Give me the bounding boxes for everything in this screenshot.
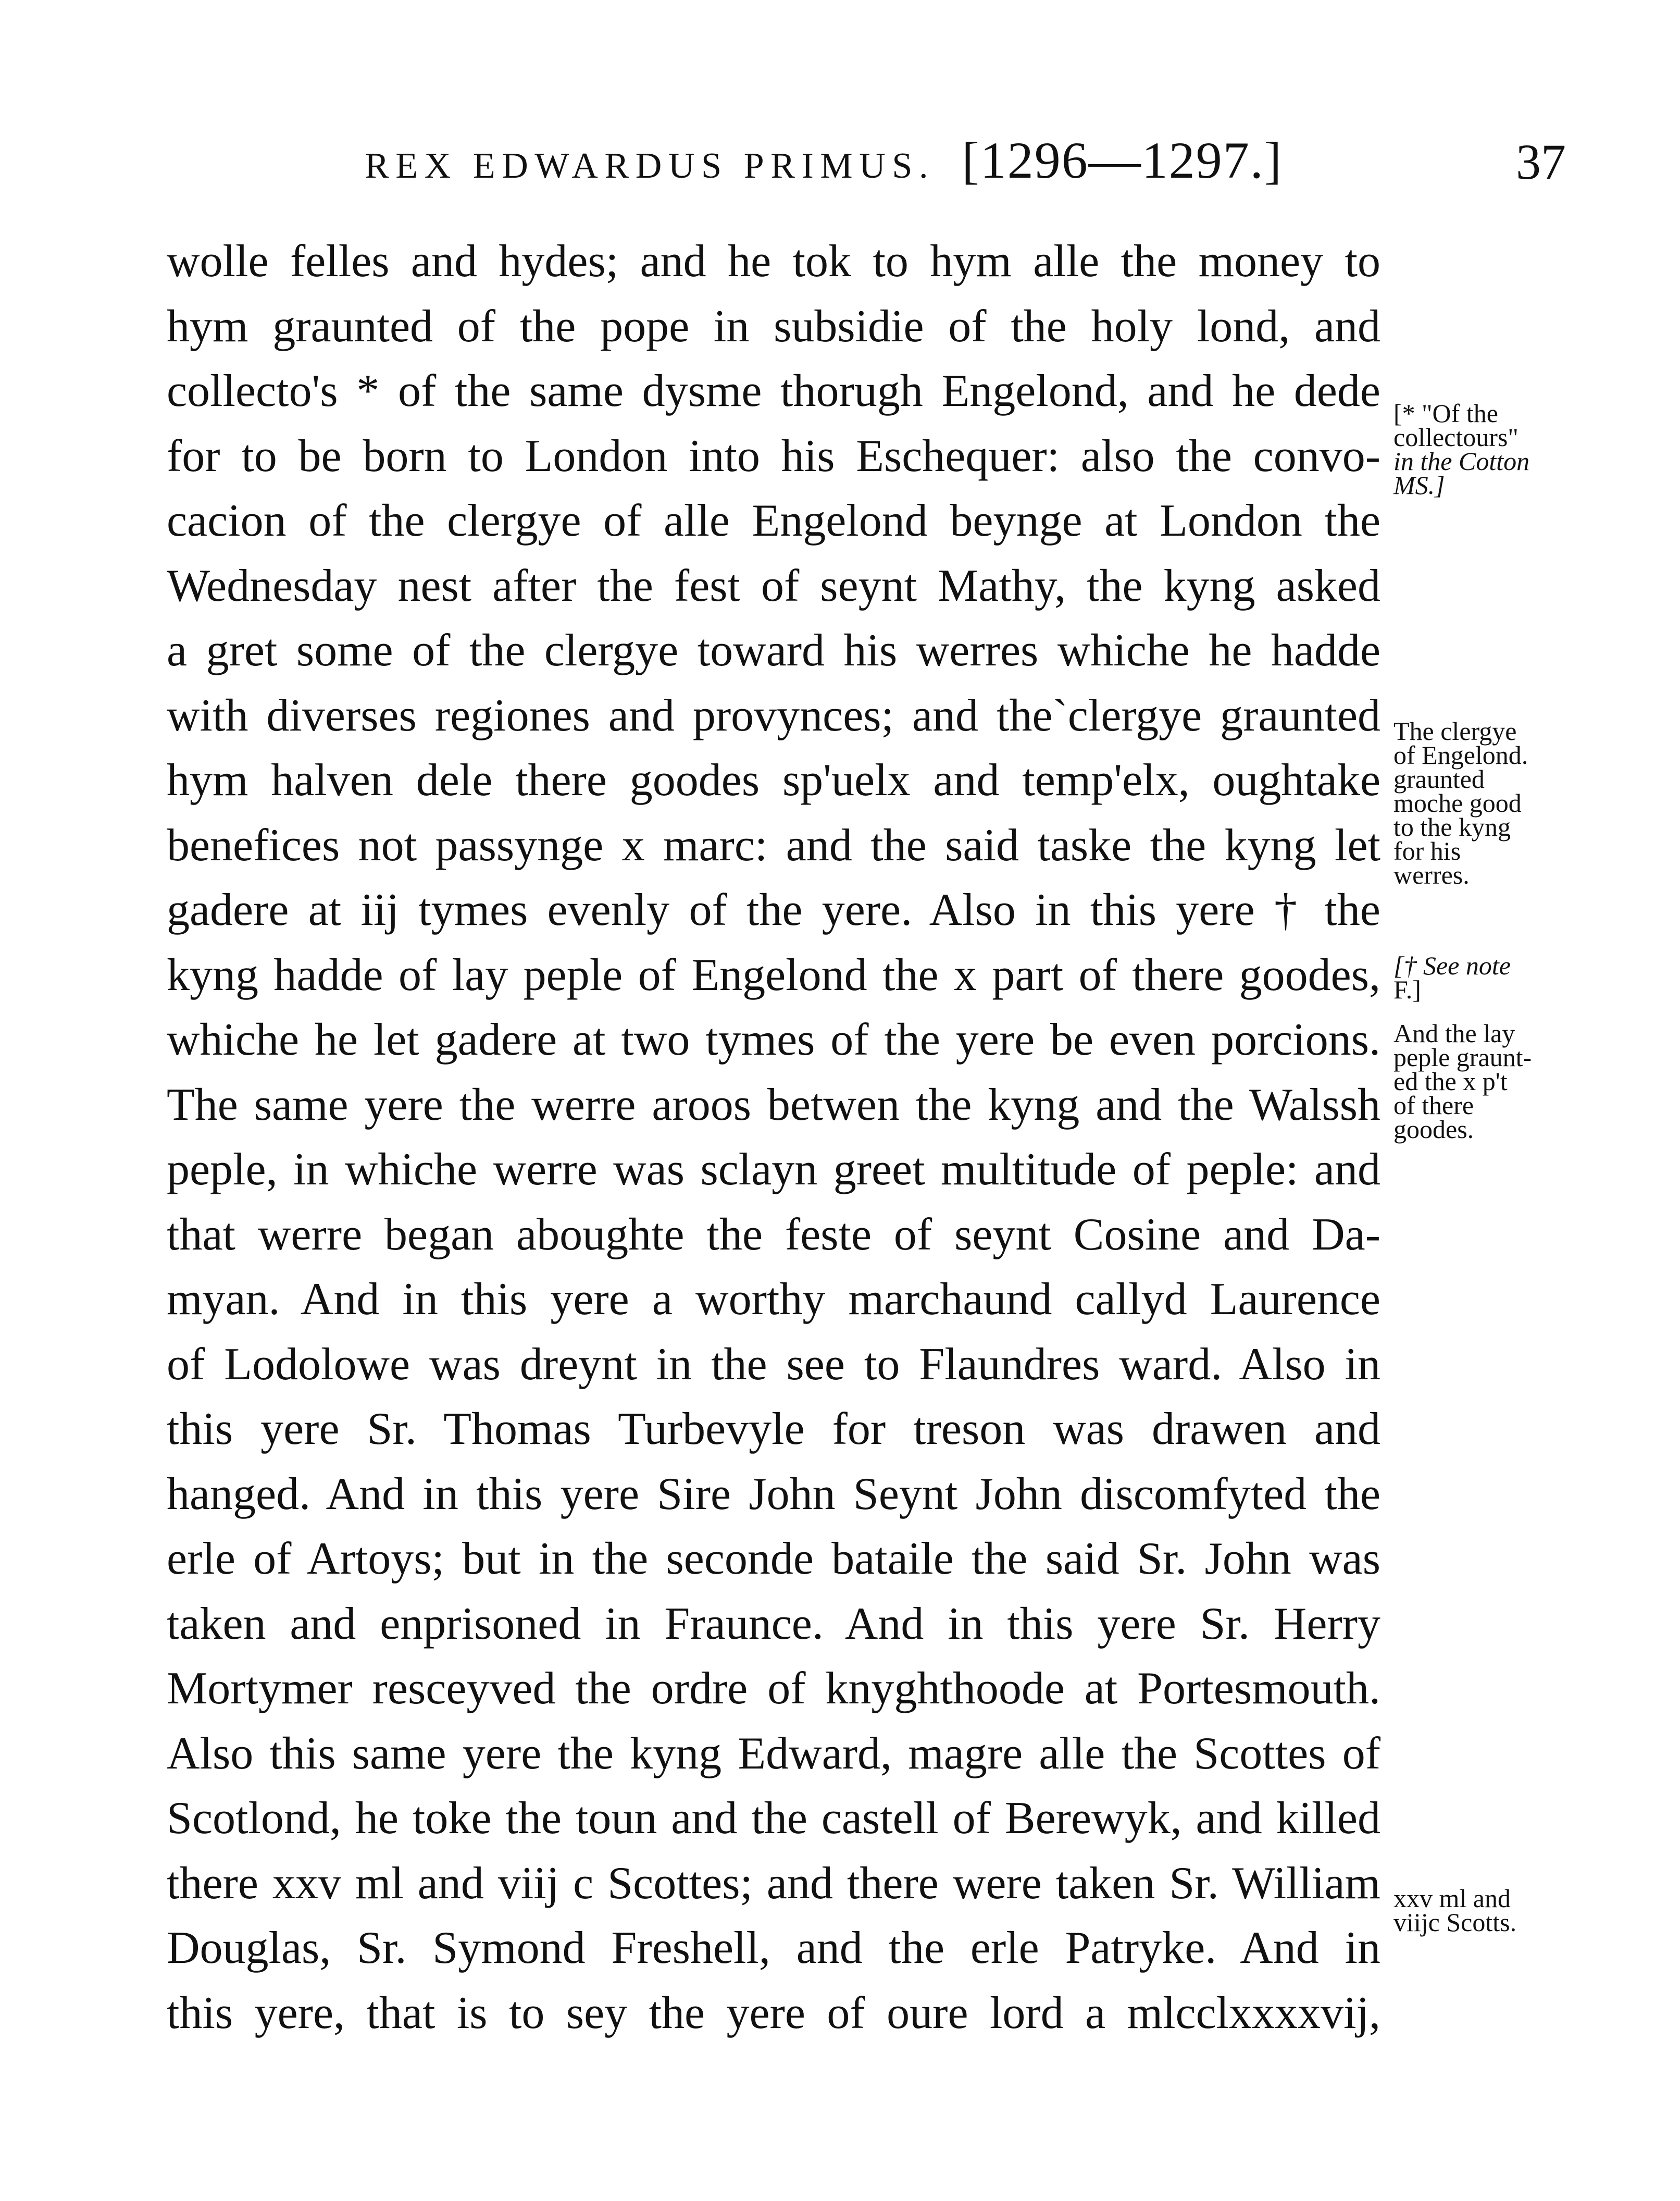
note-line: moche good [1393,788,1522,818]
running-title: REX EDWARDUS PRIMUS. [365,146,935,186]
text-line: hanged. And in this yere Sire John Seynt John discomfyted the [167,1468,1380,1519]
text-line: wolle felles and hydes; and he tok to hym alle the money to [167,236,1380,287]
note-line: xxv ml and [1393,1884,1511,1913]
note-line: viijc Scotts. [1393,1908,1517,1937]
text-line: Douglas, Sr. Symond Freshell, and the erle Patryke. And in [167,1923,1380,1973]
page-number: 37 [1516,134,1566,190]
body-text [167,229,1380,2046]
note-line: The clergye [1393,716,1517,746]
note-line: And the lay [1393,1019,1515,1048]
text-line: whiche he let gadere at two tymes of the yere be even porcions. [167,1015,1380,1065]
text-line: with diverses regiones and provynces; and the`clergye graunted [167,690,1380,741]
margin-note-clergye [1393,716,1664,889]
text-line: this yere Sr. Thomas Turbevyle for treson was drawen and [167,1404,1380,1454]
text-line: benefices not passynge x marc: and the said taske the kyng let [167,820,1380,871]
note-line: [† See note [1393,951,1511,980]
text-line: there xxv ml and viij c Scottes; and there were taken Sr. William [167,1858,1380,1909]
text-line: Wednesday nest after the fest of seynt Mathy, the kyng asked [167,560,1380,611]
note-line: ed the x p't [1393,1067,1508,1096]
text-line: cacion of the clergye of alle Engelond beynge at London the [167,496,1380,546]
text-line: peple, in whiche werre was sclayn greet multitude of peple: and [167,1144,1380,1195]
text-line: taken and enprisoned in Fraunce. And in this yere Sr. Herry [167,1598,1380,1649]
note-line: in the Cotton [1393,447,1530,476]
note-line: of there [1393,1091,1474,1120]
text-line: The same yere the werre aroos betwen the kyng and the Walssh [167,1079,1380,1130]
text-line: Mortymer resceyved the ordre of knyghthoode at Portesmouth. [167,1663,1380,1714]
text-line: Scotlond, he toke the toun and the castell of Berewyk, and killed [167,1793,1380,1844]
note-line: of Engelond. [1393,740,1528,770]
text-line: erle of Artoys; but in the seconde bataile the said Sr. John was [167,1534,1380,1584]
note-line: peple graunt- [1393,1043,1532,1072]
text-line: this yere, that is to sey the yere of oure lord a mlcclxxxxvij, [167,1987,1380,2038]
text-line: hym graunted of the pope in subsidie of the holy lond, and [167,301,1380,352]
note-line: F.] [1393,975,1421,1004]
margin-note-collectours [1393,399,1664,500]
text-line: Also this same yere the kyng Edward, magre alle the Scottes of [167,1728,1380,1779]
margin-note-see-note [1393,951,1664,1004]
margin-note-scotts [1393,1884,1664,1937]
note-line: collectours" [1393,423,1519,452]
text-line: for to be born to London into his Eschequer: also the convo- [167,430,1380,481]
text-line: that werre began aboughte the feste of seynt Cosine and Da- [167,1209,1380,1260]
text-line: kyng hadde of lay peple of Engelond the x part of there goodes, [167,949,1380,1000]
note-line: MS.] [1393,471,1445,500]
text-line: a gret some of the clergye toward his werres whiche he hadde [167,625,1380,676]
note-line: for his [1393,836,1461,865]
header-years: [1296—1297.] [962,131,1283,189]
text-line: gadere at iij tymes evenly of the yere. Also in this yere † the [167,885,1380,935]
note-line: [* "Of the [1393,399,1498,428]
text-line: myan. And in this yere a worthy marchaund callyd Laurence [167,1274,1380,1325]
note-line: goodes. [1393,1115,1474,1144]
running-header [365,130,1283,190]
note-line: to the kyng [1393,812,1511,842]
text-line: of Lodolowe was dreynt in the see to Flaundres ward. Also in [167,1339,1380,1390]
note-line: werres. [1393,860,1470,889]
text-line: hym halven dele there goodes sp'uelx and temp'elx, oughtake [167,755,1380,806]
margin-note-lay-peple [1393,1019,1664,1144]
note-line: graunted [1393,764,1485,794]
text-line: collecto's * of the same dysme thorugh Engelond, and he dede [167,366,1380,416]
